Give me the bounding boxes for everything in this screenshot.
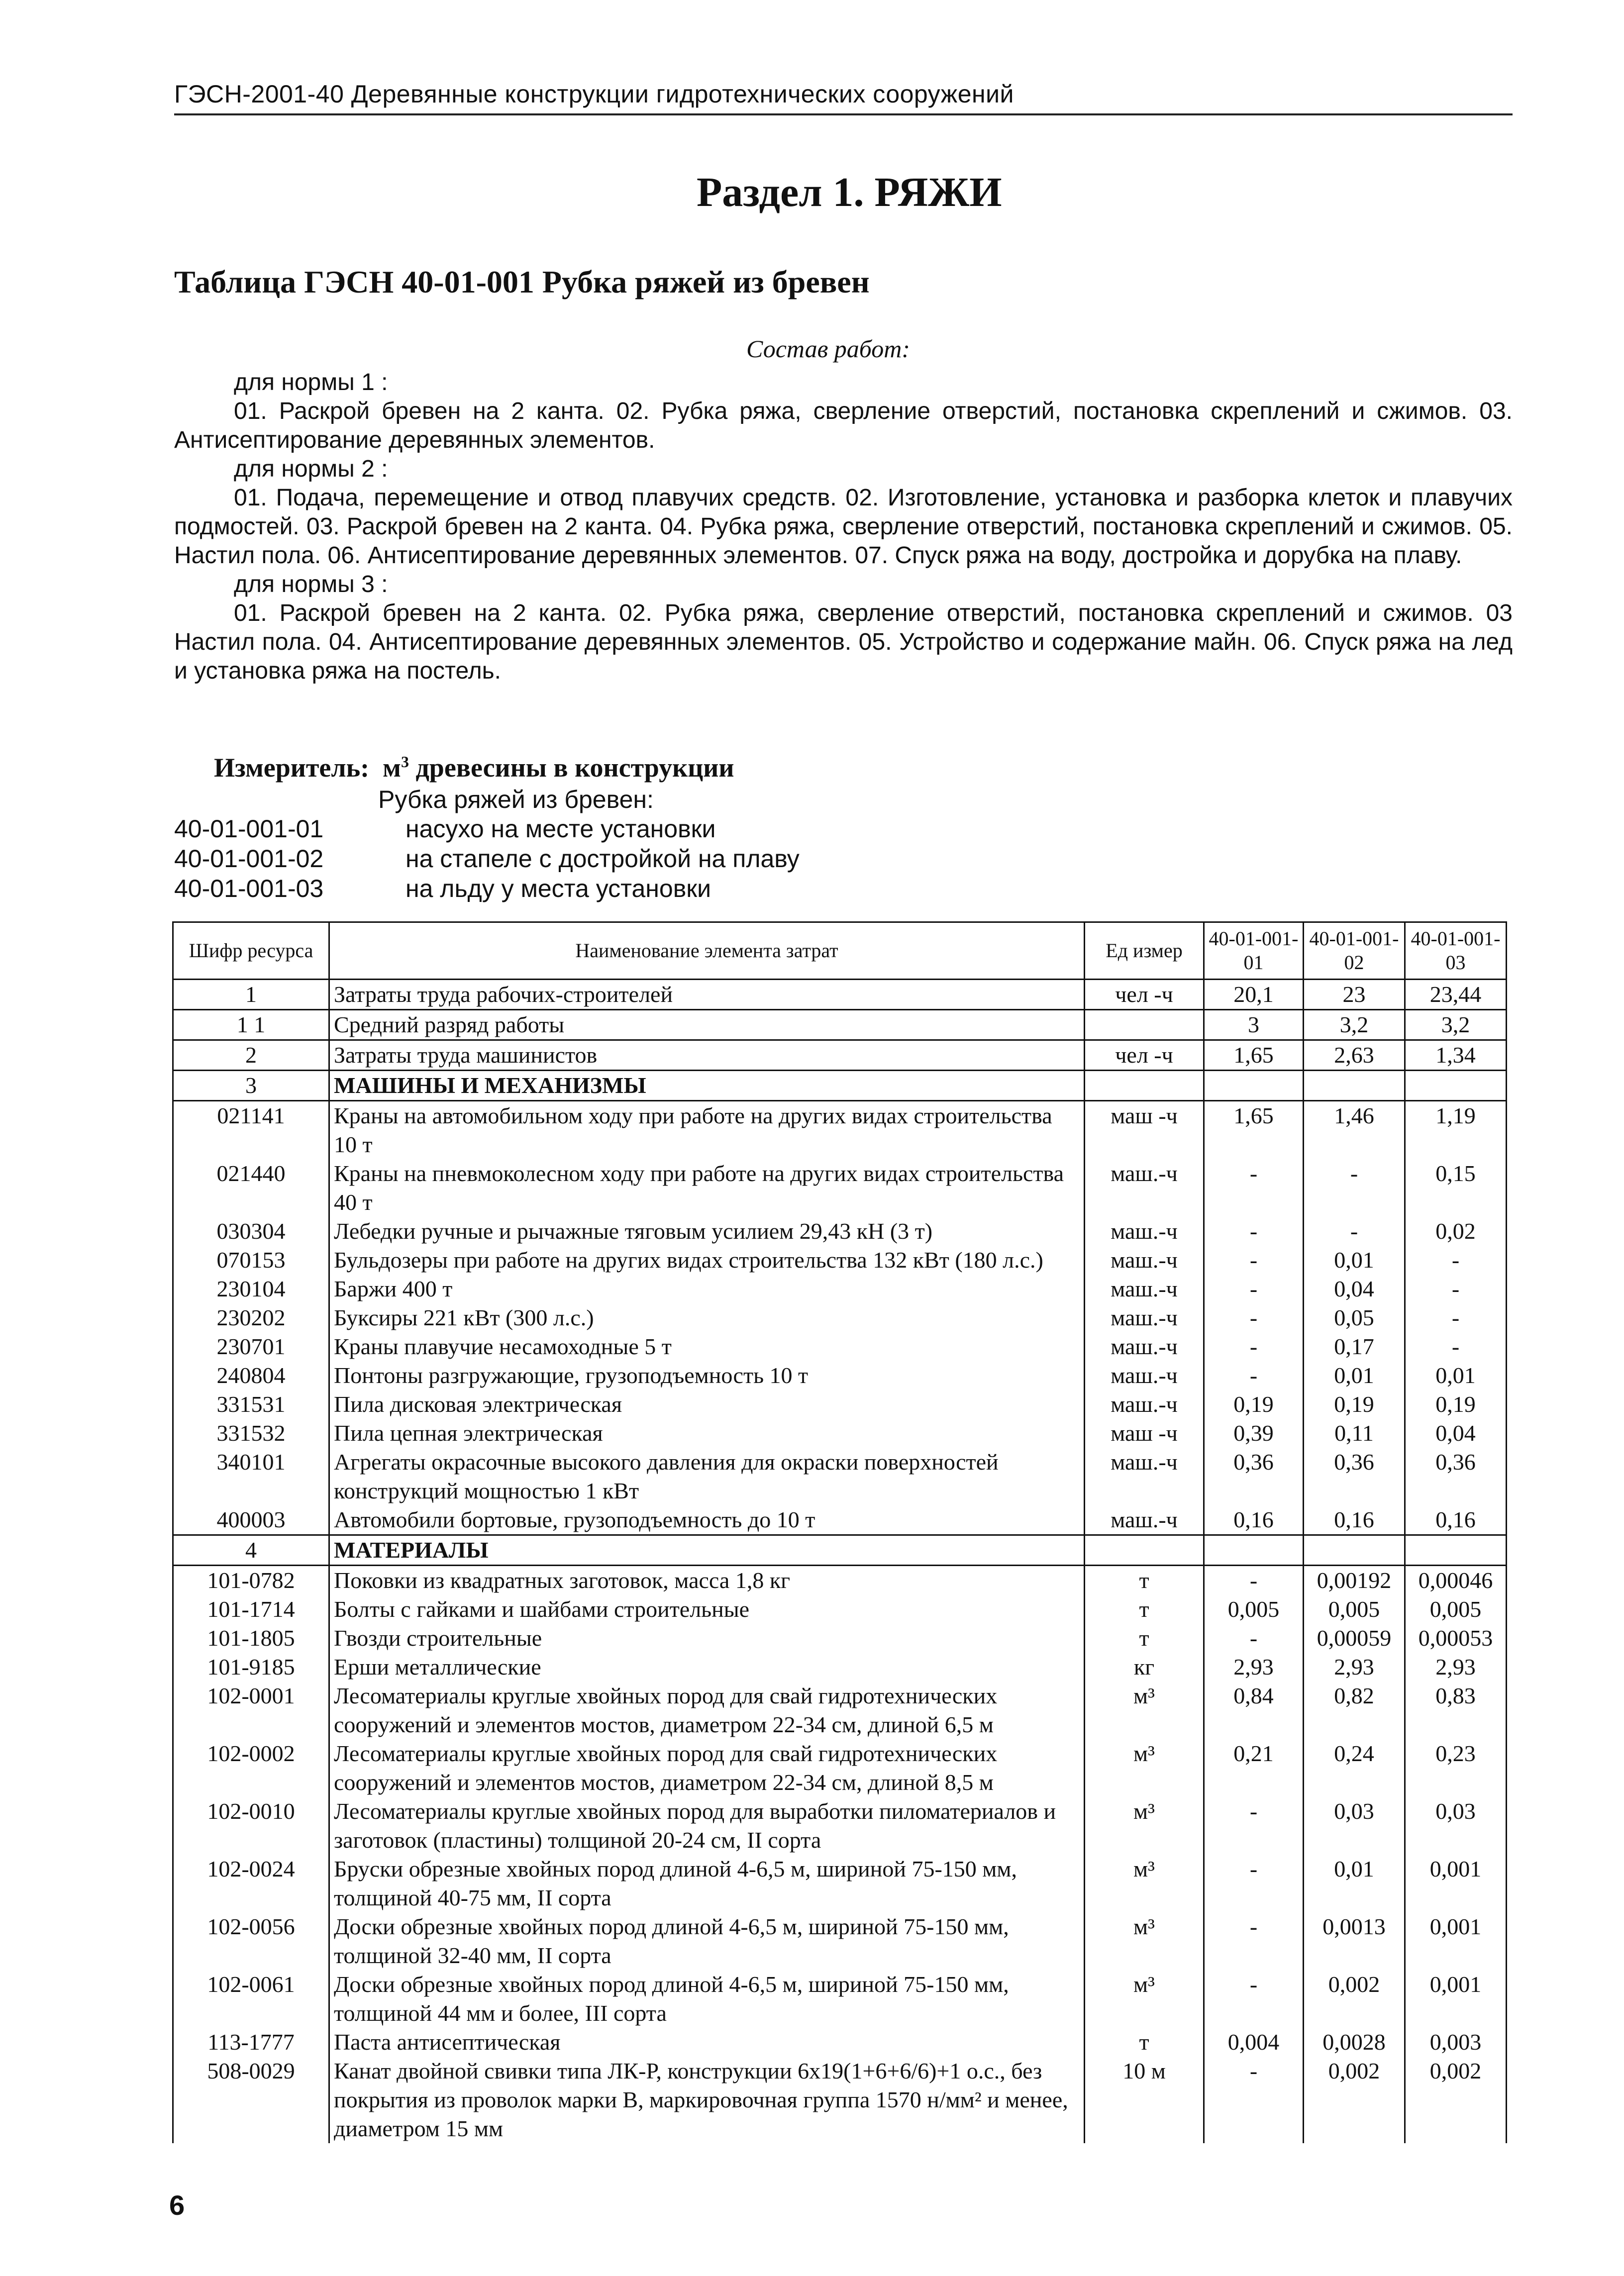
value-norm-3: 0,36 <box>1405 1448 1507 1505</box>
norm-code: 40-01-001-01 <box>174 815 324 843</box>
value-norm-3: - <box>1405 1303 1507 1332</box>
norm-code-row <box>174 874 800 903</box>
resource-code: 4 <box>173 1535 329 1566</box>
resource-name: Краны на пневмоколесном ходу при работе на других видах строительства 40 т <box>329 1159 1085 1217</box>
resource-code: 102-0061 <box>173 1970 329 2028</box>
measurement-unit <box>214 752 734 783</box>
table-row <box>173 1071 1507 1101</box>
value-norm-1: - <box>1204 1855 1304 1912</box>
table-row <box>173 1010 1507 1040</box>
value-norm-2: 0,82 <box>1304 1682 1405 1739</box>
resource-unit: т <box>1085 1566 1204 1595</box>
norm-code: 40-01-001-03 <box>174 875 324 902</box>
resource-code: 101-1714 <box>173 1595 329 1624</box>
resource-code: 113-1777 <box>173 2028 329 2057</box>
table-row <box>173 1390 1507 1419</box>
value-norm-3: 0,16 <box>1405 1505 1507 1535</box>
value-norm-1: - <box>1204 1566 1304 1595</box>
value-norm-3: 1,34 <box>1405 1040 1507 1071</box>
value-norm-2 <box>1304 1071 1405 1101</box>
table-header-row <box>173 922 1507 980</box>
resource-code: 030304 <box>173 1217 329 1246</box>
value-norm-3: 0,003 <box>1405 2028 1507 2057</box>
resource-name: Баржи 400 т <box>329 1275 1085 1303</box>
table-row <box>173 1448 1507 1505</box>
resource-name: Затраты труда рабочих-строителей <box>329 980 1085 1010</box>
table-row <box>173 1361 1507 1390</box>
running-header: ГЭСН-2001-40 Деревянные конструкции гидротехнических сооружений <box>174 80 1014 108</box>
measurement-unit-object: древесины в конструкции <box>415 753 734 783</box>
value-norm-3: 0,002 <box>1405 2057 1507 2143</box>
resource-name: Автомобили бортовые, грузоподъемность до 10 т <box>329 1505 1085 1535</box>
resource-code: 340101 <box>173 1448 329 1505</box>
resource-unit: маш.-ч <box>1085 1303 1204 1332</box>
value-norm-3 <box>1405 1535 1507 1566</box>
table-row <box>173 1275 1507 1303</box>
value-norm-3: 0,02 <box>1405 1217 1507 1246</box>
value-norm-2: 0,24 <box>1304 1739 1405 1797</box>
resource-name: Поковки из квадратных заготовок, масса 1,8 кг <box>329 1566 1085 1595</box>
resource-name: Бульдозеры при работе на других видах строительства 132 кВт (180 л.с.) <box>329 1246 1085 1275</box>
resource-code: 102-0056 <box>173 1912 329 1970</box>
resource-name: Средний разряд работы <box>329 1010 1085 1040</box>
measurement-unit-text: м <box>383 753 401 783</box>
value-norm-1: 0,36 <box>1204 1448 1304 1505</box>
resource-code: 1 <box>173 980 329 1010</box>
resource-unit: 10 м <box>1085 2057 1204 2143</box>
col-header-unit: Ед измер <box>1085 922 1204 980</box>
resource-unit: м³ <box>1085 1970 1204 2028</box>
resource-name: Агрегаты окрасочные высокого давления для окраски поверхностей конструкций мощностью 1 кВт <box>329 1448 1085 1505</box>
value-norm-2 <box>1304 1535 1405 1566</box>
col-header-code: Шифр ресурса <box>173 922 329 980</box>
resource-unit: чел -ч <box>1085 980 1204 1010</box>
value-norm-3: 0,001 <box>1405 1855 1507 1912</box>
table-row <box>173 1217 1507 1246</box>
value-norm-2: - <box>1304 1159 1405 1217</box>
resource-code: 400003 <box>173 1505 329 1535</box>
resource-code: 230202 <box>173 1303 329 1332</box>
resource-unit: маш -ч <box>1085 1419 1204 1448</box>
resource-name: Затраты труда машинистов <box>329 1040 1085 1071</box>
value-norm-1: - <box>1204 1159 1304 1217</box>
norm-code-description: на льду у места установки <box>406 875 711 902</box>
value-norm-1: - <box>1204 1332 1304 1361</box>
value-norm-1: 1,65 <box>1204 1101 1304 1160</box>
resource-unit: маш.-ч <box>1085 1505 1204 1535</box>
resource-name: Бруски обрезные хвойных пород длиной 4-6,5 м, шириной 75-150 мм, толщиной 40-75 мм, II сорта <box>329 1855 1085 1912</box>
resource-name: Доски обрезные хвойных пород длиной 4-6,5 м, шириной 75-150 мм, толщиной 32-40 мм, II сорта <box>329 1912 1085 1970</box>
value-norm-1 <box>1204 1535 1304 1566</box>
resource-code: 102-0001 <box>173 1682 329 1739</box>
norm-code-description: на стапеле с достройкой на плаву <box>406 845 800 873</box>
resource-unit: м³ <box>1085 1682 1204 1739</box>
resource-name: Лесоматериалы круглые хвойных пород для выработки пиломатериалов и заготовок (пластины) толщиной 20-24 см, II сорта <box>329 1797 1085 1855</box>
value-norm-3: 3,2 <box>1405 1010 1507 1040</box>
value-norm-3: 0,83 <box>1405 1682 1507 1739</box>
value-norm-1: 0,16 <box>1204 1505 1304 1535</box>
col-header-norm-2: 40-01-001-02 <box>1304 922 1405 980</box>
resource-unit: т <box>1085 2028 1204 2057</box>
resource-unit: м³ <box>1085 1739 1204 1797</box>
resource-code: 101-0782 <box>173 1566 329 1595</box>
resource-code: 102-0010 <box>173 1797 329 1855</box>
resource-unit: маш.-ч <box>1085 1159 1204 1217</box>
resource-unit <box>1085 1071 1204 1101</box>
value-norm-1: 0,39 <box>1204 1419 1304 1448</box>
norm-work-text: 01. Подача, перемещение и отвод плавучих средств. 02. Изготовление, установка и разборка клеток и плавучих подмостей. 03. Раскрой бревен на 2 канта. 04. Рубка ряжа, сверление отверстий, постановка скреплений и сжимов. 05. Настил пола. 06. Антисептирование деревянных элементов. 07. Спуск ряжа на воду, достройка и дорубка на плаву. <box>174 485 1513 569</box>
resource-name: Буксиры 221 кВт (300 л.с.) <box>329 1303 1085 1332</box>
resource-name: Краны на автомобильном ходу при работе на других видах строительства 10 т <box>329 1101 1085 1160</box>
value-norm-2: 23 <box>1304 980 1405 1010</box>
resource-code: 101-9185 <box>173 1653 329 1682</box>
table-row <box>173 1566 1507 1595</box>
value-norm-3: - <box>1405 1332 1507 1361</box>
col-header-name: Наименование элемента затрат <box>329 922 1085 980</box>
value-norm-3: 0,15 <box>1405 1159 1507 1217</box>
table-row <box>173 2028 1507 2057</box>
value-norm-3: 0,01 <box>1405 1361 1507 1390</box>
value-norm-1: 0,004 <box>1204 2028 1304 2057</box>
value-norm-1: - <box>1204 1275 1304 1303</box>
value-norm-2: 0,0028 <box>1304 2028 1405 2057</box>
value-norm-3: 0,00046 <box>1405 1566 1507 1595</box>
resource-name: Пила цепная электрическая <box>329 1419 1085 1448</box>
table-row <box>173 1505 1507 1535</box>
resource-code: 240804 <box>173 1361 329 1390</box>
subtitle: Рубка ряжей из бревен: <box>378 786 654 813</box>
value-norm-1: - <box>1204 1217 1304 1246</box>
resource-unit: маш.-ч <box>1085 1390 1204 1419</box>
value-norm-1: 0,19 <box>1204 1390 1304 1419</box>
norm-code-description: насухо на месте установки <box>406 815 716 843</box>
value-norm-1: 1,65 <box>1204 1040 1304 1071</box>
value-norm-1: - <box>1204 1246 1304 1275</box>
table-row <box>173 1332 1507 1361</box>
resource-name: Ерши металлические <box>329 1653 1085 1682</box>
table-row <box>173 1739 1507 1797</box>
value-norm-3: 1,19 <box>1405 1101 1507 1160</box>
value-norm-2: 0,11 <box>1304 1419 1405 1448</box>
value-norm-3: 0,00053 <box>1405 1624 1507 1653</box>
value-norm-2: 0,0013 <box>1304 1912 1405 1970</box>
value-norm-2: 0,002 <box>1304 2057 1405 2143</box>
value-norm-1: - <box>1204 1361 1304 1390</box>
value-norm-2: 0,01 <box>1304 1855 1405 1912</box>
table-row <box>173 1246 1507 1275</box>
measurement-unit-power: 3 <box>401 753 409 771</box>
table-row <box>173 1595 1507 1624</box>
resource-name: Лебедки ручные и рычажные тяговым усилием 29,43 кН (3 т) <box>329 1217 1085 1246</box>
value-norm-2: 0,36 <box>1304 1448 1405 1505</box>
value-norm-3: 0,23 <box>1405 1739 1507 1797</box>
table-title: Таблица ГЭСН 40-01-001 Рубка ряжей из бревен <box>174 264 870 299</box>
value-norm-2: 0,005 <box>1304 1595 1405 1624</box>
value-norm-3: 2,93 <box>1405 1653 1507 1682</box>
table-body <box>173 980 1507 2144</box>
value-norm-1: 0,84 <box>1204 1682 1304 1739</box>
value-norm-1: 20,1 <box>1204 980 1304 1010</box>
value-norm-1: - <box>1204 1970 1304 2028</box>
table-row <box>173 1797 1507 1855</box>
resource-unit: маш.-ч <box>1085 1246 1204 1275</box>
resource-code: 101-1805 <box>173 1624 329 1653</box>
norm-codes-list <box>174 814 800 903</box>
resource-code: 102-0002 <box>173 1739 329 1797</box>
composition-heading: Состав работ: <box>746 335 911 363</box>
value-norm-3: 0,19 <box>1405 1390 1507 1419</box>
col-header-norm-1: 40-01-001-01 <box>1204 922 1304 980</box>
table-row <box>173 1912 1507 1970</box>
resource-code: 021440 <box>173 1159 329 1217</box>
resource-unit: м³ <box>1085 1912 1204 1970</box>
value-norm-1: - <box>1204 2057 1304 2143</box>
value-norm-2: - <box>1304 1217 1405 1246</box>
value-norm-1: 3 <box>1204 1010 1304 1040</box>
resource-unit: кг <box>1085 1653 1204 1682</box>
resource-code: 331531 <box>173 1390 329 1419</box>
work-composition <box>174 368 1513 686</box>
table-row <box>173 980 1507 1010</box>
value-norm-2: 0,00059 <box>1304 1624 1405 1653</box>
resource-unit: м³ <box>1085 1855 1204 1912</box>
value-norm-3: 23,44 <box>1405 980 1507 1010</box>
resource-name: Краны плавучие несамоходные 5 т <box>329 1332 1085 1361</box>
value-norm-1: 2,93 <box>1204 1653 1304 1682</box>
table-row <box>173 1101 1507 1160</box>
value-norm-2: 0,00192 <box>1304 1566 1405 1595</box>
value-norm-2: 0,01 <box>1304 1246 1405 1275</box>
value-norm-1: - <box>1204 1624 1304 1653</box>
resource-unit: чел -ч <box>1085 1040 1204 1071</box>
page-number: 6 <box>169 2189 185 2221</box>
resource-code: 070153 <box>173 1246 329 1275</box>
value-norm-2: 0,19 <box>1304 1390 1405 1419</box>
value-norm-3: 0,03 <box>1405 1797 1507 1855</box>
norm-work-text: 01. Раскрой бревен на 2 канта. 02. Рубка ряжа, сверление отверстий, постановка скреплений и сжимов. 03 Настил пола. 04. Антисептирование деревянных элементов. 05. Устройство и содержание майн. 06. Спуск ряжа на лед и установка ряжа на постель. <box>174 600 1513 684</box>
resource-unit: маш -ч <box>1085 1101 1204 1160</box>
col-header-norm-3: 40-01-001-03 <box>1405 922 1507 980</box>
resource-name: Понтоны разгружающие, грузоподъемность 10 т <box>329 1361 1085 1390</box>
resource-code: 230104 <box>173 1275 329 1303</box>
resource-unit: маш.-ч <box>1085 1332 1204 1361</box>
resource-unit: маш.-ч <box>1085 1217 1204 1246</box>
resource-unit: м³ <box>1085 1797 1204 1855</box>
value-norm-1: - <box>1204 1912 1304 1970</box>
value-norm-3 <box>1405 1071 1507 1101</box>
value-norm-1: 0,21 <box>1204 1739 1304 1797</box>
header-rule <box>174 113 1513 115</box>
resource-unit: т <box>1085 1624 1204 1653</box>
resource-name: Канат двойной свивки типа ЛК-Р, конструкции 6х19(1+6+6/6)+1 о.с., без покрытия из проволок марки В, маркировочная группа 1570 н/мм² и менее, диаметром 15 мм <box>329 2057 1085 2143</box>
norm-label: для нормы 2 : <box>234 456 388 482</box>
norm-label: для нормы 3 : <box>234 571 388 597</box>
norm-code-row <box>174 814 800 844</box>
table-row <box>173 1303 1507 1332</box>
resource-code: 3 <box>173 1071 329 1101</box>
resource-name: МАШИНЫ И МЕХАНИЗМЫ <box>329 1071 1085 1101</box>
resource-name: Пила дисковая электрическая <box>329 1390 1085 1419</box>
resource-code: 102-0024 <box>173 1855 329 1912</box>
value-norm-2: 0,05 <box>1304 1303 1405 1332</box>
table-row <box>173 1419 1507 1448</box>
table-row <box>173 1535 1507 1566</box>
measurement-unit-label: Измеритель: <box>214 753 370 783</box>
value-norm-3: 0,001 <box>1405 1970 1507 2028</box>
resource-code: 230701 <box>173 1332 329 1361</box>
value-norm-3: - <box>1405 1275 1507 1303</box>
resource-unit <box>1085 1535 1204 1566</box>
resource-name: Болты с гайками и шайбами строительные <box>329 1595 1085 1624</box>
value-norm-2: 0,04 <box>1304 1275 1405 1303</box>
value-norm-2: 2,93 <box>1304 1653 1405 1682</box>
table-row <box>173 1624 1507 1653</box>
value-norm-1: 0,005 <box>1204 1595 1304 1624</box>
resource-code: 331532 <box>173 1419 329 1448</box>
resources-table <box>172 921 1507 2143</box>
norm-work-text: 01. Раскрой бревен на 2 канта. 02. Рубка ряжа, сверление отверстий, постановка скреплений и сжимов. 03. Антисептирование деревянных элементов. <box>174 398 1513 453</box>
table-row <box>173 2057 1507 2143</box>
norm-label: для нормы 1 : <box>234 369 388 396</box>
value-norm-1: - <box>1204 1797 1304 1855</box>
section-title: Раздел 1. РЯЖИ <box>697 169 1002 215</box>
table-row <box>173 1040 1507 1071</box>
value-norm-1 <box>1204 1071 1304 1101</box>
value-norm-2: 0,002 <box>1304 1970 1405 2028</box>
resource-unit: маш.-ч <box>1085 1275 1204 1303</box>
resource-name: МАТЕРИАЛЫ <box>329 1535 1085 1566</box>
table-row <box>173 1653 1507 1682</box>
value-norm-2: 1,46 <box>1304 1101 1405 1160</box>
resource-unit: маш.-ч <box>1085 1448 1204 1505</box>
resource-unit: т <box>1085 1595 1204 1624</box>
resource-code: 1 1 <box>173 1010 329 1040</box>
value-norm-3: 0,04 <box>1405 1419 1507 1448</box>
value-norm-2: 0,16 <box>1304 1505 1405 1535</box>
table-row <box>173 1970 1507 2028</box>
norm-code: 40-01-001-02 <box>174 845 324 873</box>
norm-code-row <box>174 844 800 874</box>
resource-code: 021141 <box>173 1101 329 1160</box>
resource-unit <box>1085 1010 1204 1040</box>
resource-name: Лесоматериалы круглые хвойных пород для свай гидротехнических сооружений и элементов мостов, диаметром 22-34 см, длиной 6,5 м <box>329 1682 1085 1739</box>
resource-name: Гвозди строительные <box>329 1624 1085 1653</box>
value-norm-3: 0,005 <box>1405 1595 1507 1624</box>
value-norm-2: 0,03 <box>1304 1797 1405 1855</box>
resource-unit: маш.-ч <box>1085 1361 1204 1390</box>
value-norm-2: 3,2 <box>1304 1010 1405 1040</box>
value-norm-2: 0,17 <box>1304 1332 1405 1361</box>
resource-name: Лесоматериалы круглые хвойных пород для свай гидротехнических сооружений и элементов мостов, диаметром 22-34 см, длиной 8,5 м <box>329 1739 1085 1797</box>
table-row <box>173 1159 1507 1217</box>
table-row <box>173 1682 1507 1739</box>
value-norm-2: 2,63 <box>1304 1040 1405 1071</box>
value-norm-1: - <box>1204 1303 1304 1332</box>
value-norm-3: - <box>1405 1246 1507 1275</box>
value-norm-3: 0,001 <box>1405 1912 1507 1970</box>
table-row <box>173 1855 1507 1912</box>
resource-code: 508-0029 <box>173 2057 329 2143</box>
resource-name: Паста антисептическая <box>329 2028 1085 2057</box>
resource-code: 2 <box>173 1040 329 1071</box>
value-norm-2: 0,01 <box>1304 1361 1405 1390</box>
resource-name: Доски обрезные хвойных пород длиной 4-6,5 м, шириной 75-150 мм, толщиной 44 мм и более, III сорта <box>329 1970 1085 2028</box>
